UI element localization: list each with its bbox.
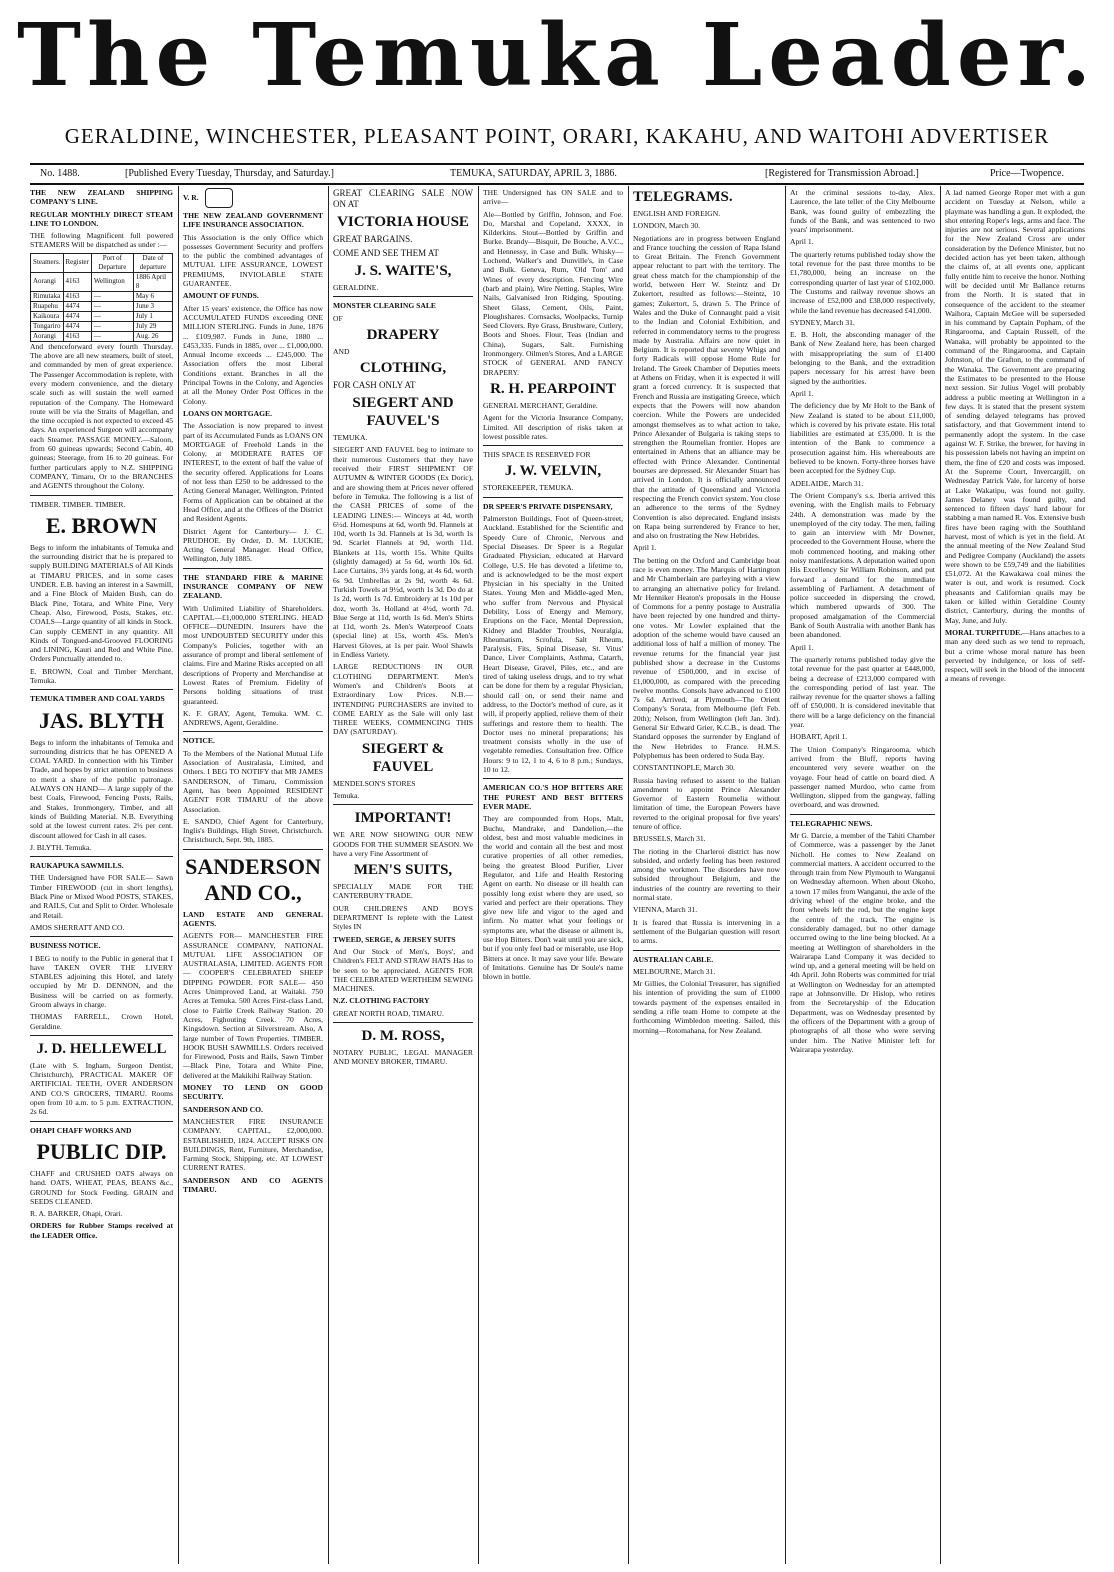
divider	[333, 1022, 473, 1023]
funds-body: After 15 years' existence, the Office has now ACCUMULATED FUNDS exceeding ONE MILLION STERLING. Funds in June, 1876 ... £109,987. Funds in June, 1880 ... £453,335. Funds in 1885, over ... £1,000,000. Annual Income exceeds ... £245,000. The Association offers the most Liberal Conditions extant. Branches in all the Principal Towns in the Colony, and Agencies at all the Money Order Post Offices in the Colony.	[183, 303, 323, 406]
divider	[30, 856, 173, 857]
brown-body: Begs to inform the inhabitants of Temuka and the surrounding district that he is prepared to supply BUILDING MATERIALS of All Kinds at TIMARU PRICES, and in some cases UNDER. E.B. having an interest in a Sawmill, and a Fine Block of Maiden Bush, can do Black Pine, Totara, and White Pine, Very Cheap. Also, Firewood, Posts, Stakes, etc. COALS—Large quantity of all kinds in Stock. Can supply CEMENT in any quantity. All Kinds of Tongued-and-Grooved FLOORING and LINING, Kauri and Red and White Pine. Orders Punctually attended to.	[30, 542, 173, 664]
chaff-heading: OHAPI CHAFF WORKS AND	[30, 1125, 132, 1135]
shipping-intro: THE following Magnificent full powered STEAMERS Will be dispatched as under :—	[30, 231, 173, 250]
standard-fire-signature: K. F. GRAY, Agent, Temuka. WM. C. ANDREWS, Agent, Geraldine.	[183, 708, 323, 728]
column-2	[183, 188, 323, 1562]
dateline-april: April 1.	[790, 388, 814, 398]
pearpoint-heading: R. H. PEARPOINT	[490, 380, 616, 397]
column-1	[30, 188, 173, 1562]
pearpoint-body: Agent for the Victoria Insurance Company, Limited. All description of risks taken at lowest possible rates.	[483, 413, 623, 441]
sawmills-signature: AMOS SHERRATT AND CO.	[30, 922, 125, 932]
notice-heading: NOTICE.	[183, 736, 215, 746]
hellewell-name: J. D. HELLEWELL	[36, 1040, 167, 1057]
english-foreign: ENGLISH AND FOREIGN.	[633, 209, 721, 218]
divider	[333, 296, 473, 297]
table-cell: June 3	[133, 301, 172, 311]
sanderson-agents: SANDERSON AND CO AGENTS TIMARU.	[183, 1175, 323, 1195]
telegrams-heading: TELEGRAMS.	[633, 189, 733, 205]
table-cell: —	[91, 331, 133, 341]
siegert-fauvel-footer: SIEGERT & FAUVEL	[361, 740, 445, 775]
mens-suits-heading: MEN'S SUITS,	[353, 862, 453, 879]
table-cell: Rimutaka	[31, 291, 64, 301]
clothing-heading: CLOTHING,	[359, 360, 447, 377]
table-cell: Tongariro	[31, 321, 64, 331]
news-body: The quarterly returns published today give the total revenue for the past quarter at £448,000, being a decrease of £213,000 compared with the corresponding period of last year. The railway revenue for the quarter shows a falling off of £50,000. It is considered inevitable that there will be a large deficiency on the financial year.	[790, 654, 935, 730]
table-row	[31, 331, 173, 341]
stamps-notice: ORDERS for Rubber Stamps received at the LEADER Office.	[30, 1221, 173, 1240]
column-5	[633, 188, 780, 1562]
table-cell: —	[91, 291, 133, 301]
dateline-april: April 1.	[790, 642, 814, 652]
mendelson-stores: MENDELSON'S STORES	[333, 778, 416, 788]
divider	[30, 689, 173, 690]
dateline-april: April 1.	[633, 543, 657, 553]
divider	[483, 445, 623, 446]
space-reserved: THIS SPACE IS RESERVED FOR	[483, 450, 591, 460]
table-cell: 4474	[63, 301, 91, 311]
speer-heading: DR SPEER'S PRIVATE DISPENSARY,	[483, 501, 613, 511]
news-body: Mr G. Darcie, a member of the Tahiti Chamber of Commerce, was a passenger by the Janet Nicholl. He comes to New Zealand on commercial matters. A accident occurred to the through train from New Plymouth to Wanganui on Wednesday afternoon. When about Okoho, a town 17 miles from Wanganui, the axle of the driving wheel of the engine broke, and the front wheels left the rod, but the engine kept the centre of the track. The engine is considerably damaged, but no other damage occurred owing to the line being blocked. At a meeting at Wellington of shareholders in the Wairarapa Land Company it was decided to wind up, and a general meeting will be held on 4th April. John Roberts was committed for trial at Wellington on Wednesday for an attempted rape at Johnsonville. Dr Hislop, who retires from the Secretaryship of the Education Department, was on Wednesday presented by the officers of the Department with a group of photographs of all those who were serving under him. The Native Minister left for Wairarapa yesterday.	[790, 831, 935, 1054]
dateline-melbourne: MELBOURNE, March 31.	[633, 966, 716, 976]
dateline	[30, 168, 1084, 182]
table-row	[31, 321, 173, 331]
sanderson-subheading: LAND ESTATE AND GENERAL AGENTS.	[183, 909, 323, 928]
divider	[30, 495, 173, 496]
standard-fire-heading: THE STANDARD FIRE & MARINE INSURANCE COMPANY OF NEW ZEALAND.	[183, 572, 323, 601]
table-cell: —	[91, 321, 133, 331]
business-heading: BUSINESS NOTICE.	[30, 941, 101, 951]
column-6	[790, 188, 935, 1562]
column-rule	[178, 186, 179, 1564]
divider	[790, 814, 935, 815]
hellewell-body: (Late with S. Ingham, Surgeon Dentist, Christchurch), PRACTICAL MAKER OF ARTIFICIAL TEETH, OVER ANDERSON AND CO.'S GROCERS, TIMARU. Rooms open from 10 a.m. to 5 p.m. EXTRACTION, 2s 6d.	[30, 1060, 173, 1117]
table-cell: Aug. 26	[133, 331, 172, 341]
dm-ross-sub: NOTARY PUBLIC, LEGAL MANAGER AND MONEY BROKER, TIMARU.	[333, 1048, 473, 1067]
divider	[483, 497, 623, 498]
dateline-vienna: VIENNA, March 31.	[633, 905, 698, 915]
table-row	[31, 311, 173, 321]
table-cell: 4474	[63, 321, 91, 331]
table-cell	[133, 272, 172, 291]
column-rule	[478, 186, 479, 1564]
dm-ross-heading: D. M. ROSS,	[361, 1028, 445, 1045]
price: Price—Twopence.	[990, 168, 1064, 179]
govt-insurance-body: This Association is the only Office which possesses Government Security and proffers to the public the combined advantages of MUTUAL LIFE ASSURANCE, LOWEST PREMIUMS, INVIOLABLE STATE GUARANTEE.	[183, 232, 323, 289]
table-row	[31, 291, 173, 301]
tweed-suits: TWEED, SERGE, & JERSEY SUITS	[333, 934, 456, 944]
victoria-house: VICTORIA HOUSE	[337, 214, 469, 230]
geraldine-label: GERALDINE.	[333, 283, 379, 292]
table-cell: Kaikoura	[31, 311, 64, 321]
divider	[633, 950, 780, 951]
important-heading: IMPORTANT!	[354, 810, 452, 827]
table-cell: May 6	[133, 291, 172, 301]
sanderson-heading: SANDERSON AND CO.,	[185, 853, 321, 905]
hop-bitters-body: They are compounded from Hops, Malt, Buchu, Mandrake, and Dandelion,—the oldest, best and most valuable medicines in the world and contain all the best and most curative properties of all other remedies, being the greatest Blood Purifier, Liver Regulator, and Life and Health Restoring Agent on earth. No disease or ill health can possibly long exist where they are used, so varied and perfect are their operations. They give new life and vigor to the aged and infirm. No matter what your feelings or symptoms are, what the disease or ailment is, use Hop Bitters. Don't wait until you are sick, but if you only feel bad or miserable, use Hop Bitters at once. It may save your life. Beware of Imitations. Genuine has Dr Soule's name blown in bottle.	[483, 814, 623, 982]
goods-list: Ale—Bottled by Griffin, Johnson, and Foe. Do, Marshal and Copeland, XXXX, in Kilderkins. Stout—Bottled by Griffin and Burke. Brandy—Bisquit, De Bouche, A.V.C., and Hennessy, in Case and Bulk. Whisky—Lochend, Walker's and Dunville's, in Case and Bulk. Geneva, Rum, 'Old Tom' and Wines of every description. Fencing Wire (barb and plain), Wire Netting. Staples, Wire Nails, Galvanised Iron Ridging, Spouting. Sheet Glass, Cement, Oils, Paint, Ploughshares. Cornsacks, Woolpacks, Turnip Seed Clovers. Rye Grass, Brushware, Cutlery, Boots and Shoes. Flour, Teas (Indian and China), Sugars, Salt. Furnishing Ironmongery. Oilmen's Stores, And a LARGE STOCK of GENERAL AND FANCY DRAPERY.	[483, 209, 623, 377]
siegert-body: SIEGERT AND FAUVEL beg to intimate to their numerous Customers that they have received their FIRST SHIPMENT OF AUTUMN & WINTER GOODS (Ex Doric), and are showing them at Prices never offered before in Temuka. The following is a list of the CASH PRICES of some of the LEADING LINES:— Winceys at 4d, worth 6½d. Homespuns at 6d, worth 9d. Flannels at 10d, worth 1s 3d. Flannels at 1s 3d, worth 1s 9d. Scarlet Flannels at 9d, worth 11d. Blankets at 11s, worth 15s. White Quilts (slightly damaged) at 5s 6d, worth 10s 6d. Lace Curtains, 3½ yards long, at 4s 6d, worth 6s 9d. Umbrellas at 2s 9d, worth 4s 6d. Turkish Towels at 9½d, worth 1s 3d. Do do at 1s 2d, worth 1s 7d. Embroidery at 1s 10d per doz, worth 3s. Holland at 4½d, worth 7d. Blue Serge at 11d, worth 1s 6d. Men's Shirts at 11d, worth 2s. Men's Waterproof Coats (special line) at 15s, worth 45s. Men's Harvest Gloves, at 1s per pair. Wool Shawls in Endless Variety.	[333, 445, 473, 660]
temuka-label: TEMUKA.	[333, 433, 368, 443]
shipping-heading: THE NEW ZEALAND SHIPPING COMPANY'S LINE.	[30, 188, 173, 207]
column-rule	[785, 186, 786, 1564]
table-cell: 4163	[63, 331, 91, 341]
news-body: The quarterly returns published today show the total revenue for the past three months to be £1,780,000, being an increase on the corresponding quarter of last year of £102,000. The Customs and railway revenue shows an increase of £52,000 and £38,000 respectively, while the land revenue has decreased £41,000.	[790, 249, 935, 315]
cash-only: FOR CASH ONLY AT	[333, 380, 416, 391]
blyth-name: JAS. BLYTH	[38, 707, 165, 733]
dateline-london: LONDON, March 30.	[633, 221, 701, 231]
loans-body: The Association is now prepared to invest part of its Accumulated Funds as LOANS ON MORTGAGE of Freehold Lands in the Colony, at MODERATE RATES OF INTEREST, to the extent of half the value of the security offered. Applications for Loans of not less than £250 to be addressed to the Acting General Manager, Wellington. Printed Forms of Application can be obtained at the Head Office, and at the Offices of the District and Resident Agents.	[183, 421, 323, 524]
table-header: Steamers.	[31, 253, 64, 272]
column-rule	[940, 186, 941, 1564]
divider	[483, 778, 623, 779]
column-4	[483, 188, 623, 1562]
table-cell: Wellington	[91, 272, 133, 291]
news-body: The deficiency due by Mr Holt to the Bank of New Zealand is stated to be about £11,000, which is covered by his private estate. His total liabilities are estimated at £35,000. It is the intention of the Bank to commence a prosecution against him. His whereabouts are believed to be known. Forty-three horses have been accepted for the Sydney Cup.	[790, 401, 935, 476]
chaff-body: CHAFF and CRUSHED OATS always on hand. OATS, WHEAT, PEAS, BEANS &c., GROUND for Stock Feeding. GRAIN and SEEDS CLEANED.	[30, 1168, 173, 1206]
waite-name: J. S. WAITE'S,	[354, 263, 452, 279]
moral-turpitude-heading: MORAL TURPITUDE.	[945, 627, 1023, 637]
table-date: April 8	[135, 272, 167, 290]
sanderson-body: AGENTS FOR— MANCHESTER FIRE ASSURANCE COMPANY, NATIONAL MUTUAL LIFE ASSOCIATION OF AUSTRALASIA, LIMITED. AGENTS FOR— COOPER'S CELEBRATED SHEEP DIPPING POWDER. FOR SALE— 450 Acres Unimproved Land, at Waitaki. 750 Acres at Temuka. 500 Acres First-class Land, close to Fairlie Creek Railway Station. 20 Acres, Fighouting Creek. 70 Acres, Kingsdown. Section at Silverstream. Also, A large number of Town Properties. TIMBER. HOOK BUSH SAWMILLS. Orders received for Firewood, Posts and Rails, Sawn Timber—Black Pine, Totara and White Pine, delivered at the Makikihi Railway Station.	[183, 931, 323, 1080]
divider	[183, 849, 323, 850]
table-cell: 4163	[63, 272, 91, 291]
great-bargains: GREAT BARGAINS.	[333, 234, 413, 244]
column-3	[333, 188, 473, 1562]
telegraphic-news-heading: TELEGRAPHIC NEWS.	[790, 818, 873, 828]
australian-cable-heading: AUSTRALIAN CABLE.	[633, 954, 714, 964]
clothing-factory-address: GREAT NORTH ROAD, TIMARU.	[333, 1008, 444, 1018]
shipping-body: And thenceforward every fourth Thursday. The above are all new steamers, built of steel, and commanded by men of great experience. The Passenger Accommodation is replete, with every modern convenience, and the dietary scale such as will sustain the well earned reputation of the Company. The Homeward route will be via the Straits of Magellan, and the time occupied is not expected to exceed 45 days. An experienced Surgeon will accompany each Steamer. PASSAGE MONEY.—Saloon, from 60 guineas upwards; Second Cabin, 40 guineas; Steerage, from 16 to 20 guineas. For further particulars apply to N.Z. SHIPPING COMPANY, Timaru, Or to the BRANCHES and AGENTS throughout the Colony.	[30, 341, 173, 491]
table-row	[31, 301, 173, 311]
dateline-adelaide: ADELAIDE, March 31.	[790, 478, 864, 488]
tweed-body: And Our Stock of Men's, Boys', and Children's FELT AND STRAW HATS Has to be seen to be appreciated. AGENTS FOR THE CELEBRATED WERTHEIM SEWING MACHINES.	[333, 946, 473, 994]
table-header: Register	[63, 253, 91, 272]
masthead-rule-top	[30, 163, 1084, 165]
news-body: The betting on the Oxford and Cambridge boat race is even money. The Marquis of Hartington and Mr Chamberlain are parleying with a view to arranging an alternative policy for Ireland. Mr Henniker Heaton's proposals in the House of Commons for a penny postage to Australia have been rejected by one hundred and thirty-one votes. Mr Lowler explained that the adoption of the scheme would have caused an additional loss of half a million of money. The revenue returns for the financial year just published show a decrease in the Customs revenue of £500,000, and in excise of £1,000,000, as compared with the preceding twelve months. Consols have advanced to £100 7s 6d. Arrived, at Plymouth—The Orient Company's Sorata, from Melbourne (left Feb. 20th); Nelson, from Wellington (left Jan. 3rd). General Sir Edward Grier, K.C.B., is dead. The Standard opposes the surrender by England of the New Hebrides to France. H.M.S. Polyphemus has been ordered to Suda Bay.	[633, 555, 780, 760]
brown-signature: E. BROWN, Coal and Timber Merchant, Temuka.	[30, 666, 173, 685]
blyth-body: Begs to inform the inhabitants of Temuka and surrounding districts that he has OPENED A COAL YARD. In connection with his Timber Trade, and hopes by strict attention to business to merit a share of the public patronage. ALWAYS ON HAND— A large supply of the best Coals, Firewood, Fencing Posts, Rails, and Stakes, Ironmongery, Timber, and all kinds of Building Material. N.B. Everything sold at the lowest current rates. 2½ per cent. discount allowed for Cash in all cases.	[30, 737, 173, 840]
table-cell: Aorangi	[31, 331, 64, 341]
speer-body: Palmerston Buildings, Foot of Queen-street, Auckland. Established for the Scientific and Speedy Cure of Chronic, Nervous and Special Diseases. Dr Speer is a Regular Graduated Physician, educated at Harvard College, U.S. He has devoted a lifetime to, and is acknowledged to be the most expert Physician in his specialty in the United States. Young Men and Middle-aged Men, who suffer from Nervous and Physical Debility, Loss of Energy and Memory, Eruptions on the Face, Mental Depression, Kidney and Bladder Troubles, Neuralgia, Rheumatism, Scrofula, Salt Rheum, Paralysis, Fits, Spinal Disease, St. Vitus' Dance, Liver Complaints, Asthma, Catarrh, Heart Disease, Gravel, Piles, etc., and are tired of taking useless drugs, and to try what can be done for them by a regular Physician, should call on, or send their name and address, to the Doctor's method of cure, as it will, if properly applied, relieve them of their sufferings and restore them to health. The Doctor uses no mineral preparations; his treatment consists wholly in the use of vegetable remedies. Consultation free. Office Hours: 9 to 12, 1 to 4, 6 to 8 p.m.; Sundays, 10 to 12.	[483, 514, 623, 775]
table-header: Date of departure	[133, 253, 172, 272]
masthead-rule-bottom	[30, 183, 1084, 185]
issue-number: No. 1488.	[40, 168, 80, 179]
divider	[30, 1121, 173, 1122]
news-body: The Orient Company's s.s. Iberia arrived this evening, with the English mails to February 24th. A demonstration was made by the unemployed of the city today. The men, failing to gain an interview with Mr Downer, proceeded to the Government House, where the mob commenced hooting, and making other noisy manifestations. A deputation waited upon His Excellency Sir William Robinson, and put forward a demand for the immediate assembling of Parliament. A detachment of police succeeded in dispersing the crowd, which numbered upwards of 300. The proposed amalgamation of the Commercial Bank of South Australia with another Bank has been abandoned.	[790, 490, 935, 640]
loans-signature: District Agent for Canterbury— J. C. PRUDHOE. By Order, D. M. LUCKIE, Acting General Manager. Head Office, Wellington, July 1885.	[183, 526, 323, 564]
issue-date: TEMUKA, SATURDAY, APRIL 3, 1886.	[450, 168, 617, 179]
dateline-hobart: HOBART, April 1.	[790, 732, 848, 742]
news-body: The rioting in the Charleroi district has now subsided, and orderly feeling has been restored among the workmen. The disorders have now subsided throughout Belgium, and the industries of the country are reverting to their normal state.	[633, 846, 780, 903]
table-cell: 4474	[63, 311, 91, 321]
royal-crest-icon	[205, 188, 233, 208]
childrens-department: OUR CHILDREN'S AND BOYS DEPARTMENT Is replete with the Latest Styles IN	[333, 903, 473, 932]
newspaper-title: The Temuka Leader.	[17, 5, 1097, 106]
reductions-body: LARGE REDUCTIONS IN OUR CLOTHING DEPARTMENT. Men's Women's and Children's Boots at Extraordinary Low Prices. N.B.—INTENDING PURCHASERS are invited to COME EARLY as the Sale will only last THREE WEEKS, COMMENCING THIS DAY (SATURDAY).	[333, 662, 473, 737]
table-cell: —	[91, 301, 133, 311]
business-body: I BEG to notify to the Public in general that I have TAKEN OVER THE LIVERY STABLES adjoining this Hotel, and lately occupied by Mr D. DENNON, and the Business will be carried on as formerly. Groom always in charge.	[30, 953, 173, 1009]
news-body: E. B. Holt, the absconding manager of the Bank of New Zealand here, has been charged with misappropriating the sum of £1400 belonging to the Bank, and the extradition papers necessary for his arrest have been signed by the authorities.	[790, 330, 935, 386]
vr-text: V. R.	[183, 192, 199, 202]
chaff-signature: R. A. BARKER, Ohapi, Orari.	[30, 1209, 123, 1219]
pearpoint-sub: GENERAL MERCHANT, Geraldine.	[483, 400, 598, 410]
money-to-lend: MONEY TO LEND ON GOOD SECURITY.	[183, 1083, 323, 1102]
steamer-schedule-table	[30, 253, 173, 342]
undersigned-intro: THE Undersigned has ON SALE and to arrive—	[483, 188, 623, 207]
table-cell: Aorangi	[31, 272, 64, 291]
news-body: A lad named George Roper met with a gun accident on Tuesday at Nelson, while a playmate was handling a gun. It exploded, the shot entering Roper's legs, arms and face. The injuries are not serious. Several applications for the New Zealand Cross are under consideration by the Defence Minister, but no decided action has yet been taken, although the claims of, at all events one, applicant fully entitle him to receive the honor. Nothing will be decided until Mr Ballance returns from the North. It is stated that in consequence of the accident to the steamer Waihora, Captain McGee will be superseded in his command by Captain Popham, of the Ringarooma, and Captain Russell, of the Wanaka, will probably be appointed to the command of the Ringarooma, and Captain Johnston, of the Grafton, to the command of the Wanaka. The Government are preparing the Estimates to be presented to the House next session. Sir Julius Vogel will probably address a public meeting at Wellington in a few days. It is stated that the present system of sending delayed telegrams has proved satisfactory, and that Government intend to permanently adopt the system. In the case against W. F. Strike, the brewer, for having in his possession labels not having an imprint on them, the fine of £20 and costs was imposed. At the Supreme Court, Invercargill, on Wednesday Patrick Vale, for larceny of horse at Lake Wakatipu, was found not guilty. James Delaney was found guilty, and sentenced to fifteen days' hard labour for stabbing a man named R. Vos. Extensive bush fires have been raging with the Southland harvest, most of which is yet in the field. At the annual meeting of the New Zealand Stud and Pedigree Company (Auckland) the assets were shown to be £59,749 and the liabilities £51,072. At the Kawakawa coal mines the water is out, and work is resumed. Cock pheasants and Californian quails may be taken or killed within Geraldine County district, Canterbury, during the months of May, June, and July.	[945, 188, 1085, 625]
mens-suits-sub: SPECIALLY MADE FOR THE CANTERBURY TRADE.	[333, 882, 473, 901]
hop-bitters-heading: AMERICAN CO.'S HOP BITTERS ARE THE PUREST AND BEST BITTERS EVER MADE.	[483, 783, 623, 811]
table-header: Port of Departure	[91, 253, 133, 272]
sanderson-name: SANDERSON AND CO.	[183, 1104, 263, 1114]
table-cell: July 1	[133, 311, 172, 321]
column-rule	[628, 186, 629, 1564]
moral-turpitude	[945, 628, 1085, 684]
velvin-heading: J. W. VELVIN,	[504, 463, 602, 480]
temuka-label-2: Temuka.	[333, 790, 360, 800]
business-signature: THOMAS FARRELL, Crown Hotel, Geraldine.	[30, 1012, 173, 1031]
publication-days: [Published Every Tuesday, Thursday, and Saturday.]	[125, 168, 334, 179]
sawmills-body: THE Undersigned have FOR SALE— Sawn Timber FIREWOOD (cut in short lengths), Black Pine or Mixed Wood POSTS, STAKES, and RAILS, Cut and Split to Order. Wholesale and Retail.	[30, 873, 173, 920]
news-body: It is feared that Russia is intervening in a settlement of the Bulgarian question will resort to arms.	[633, 917, 780, 946]
news-body: Mr Gillies, the Colonial Treasurer, has signified his intention of providing the sum of £1000 towards payment of the expenses entailed in sending a rifle team Home to compete at the forthcoming Wimbledon meeting. Sailed, this morning—Rotomahana, for New Zealand.	[633, 979, 780, 1035]
moral-turpitude-body: —Hans attaches to a man any deed such as we tend to reproach, but a crime whose moral nature has been perverted by indulgence, or loss of self-respect, will seek in the blood of the innocent a means of revenge.	[945, 627, 1085, 684]
divider	[183, 731, 323, 732]
table-year: 1886	[135, 272, 150, 281]
blyth-heading: TEMUKA TIMBER AND COAL YARDS	[30, 694, 165, 704]
dateline-april: April 1.	[790, 237, 814, 247]
sawmills-heading: RAUKAPUKA SAWMILLS.	[30, 861, 124, 871]
clothing-factory: N.Z. CLOTHING FACTORY	[333, 996, 430, 1006]
table-cell: July 29	[133, 321, 172, 331]
table-cell: —	[91, 311, 133, 321]
newspaper-subtitle: GERALDINE, WINCHESTER, PLEASANT POINT, ORARI, KAKAHU, AND WAITOHI ADVERTISER	[64, 124, 1050, 148]
and-label: AND	[333, 346, 350, 356]
drapery-heading: DRAPERY	[366, 326, 440, 343]
table-cell: 4163	[63, 291, 91, 301]
divider	[183, 568, 323, 569]
govt-insurance-heading: THE NEW ZEALAND GOVERNMENT LIFE INSURANCE ASSOCIATION.	[183, 211, 323, 230]
shipping-subheading: REGULAR MONTHLY DIRECT STEAM LINE TO LONDON.	[30, 209, 173, 228]
column-7	[945, 188, 1085, 1562]
timber-heading: TIMBER. TIMBER. TIMBER.	[30, 499, 126, 509]
brown-name: E. BROWN	[45, 512, 158, 538]
monster-sale-heading: MONSTER CLEARING SALE	[333, 301, 436, 311]
table-row	[31, 272, 173, 291]
dateline-brussels: BRUSSELS, March 31.	[633, 834, 706, 844]
table-header-row	[31, 253, 173, 272]
notice-body: To the Members of the National Mutual Life Association of Australasia, Limited, and Others. I BEG TO NOTIFY that MR JAMES SANDERSON, of Timaru, Commission Agent, has been Appointed RESIDENT AGENT FOR TIMARU of the above Association.	[183, 748, 323, 814]
clearing-sale-heading: GREAT CLEARING SALE NOW ON AT	[333, 188, 473, 209]
dateline-sydney: SYDNEY, March 31.	[790, 317, 855, 327]
important-body: WE ARE NOW SHOWING OUR NEW GOODS FOR THE SUMMER SEASON. We have a very Fine Assortment of	[333, 830, 473, 858]
come-and-see: COME AND SEE THEM AT	[333, 248, 439, 258]
velvin-sub: STOREKEEPER, TEMUKA.	[483, 483, 574, 493]
public-dip-heading: PUBLIC DIP.	[36, 1138, 167, 1164]
masthead	[0, 0, 1114, 170]
divider	[333, 804, 473, 805]
vr-crest	[183, 188, 323, 208]
notice-signature: E. SANDO, Chief Agent for Canterbury, Inglis's Buildings, High Street, Christchurch. Christchurch, Sept. 9th, 1885.	[183, 816, 323, 845]
news-body: Negotiations are in progress between England and France touching the cession of Rapa Island to Great Britain. The French Government appear reluctant to part with the territory. The great chess match for the championship of the world, between Herr W. Steintz and Dr Zukertort, resulted as follows:—Steintz, 10 games; Zukertort, 5, drawn 5. The Prince of Wales and the Duke of Connaught paid a visit to the Indian and Colonial Exhibition, and referred in commendatory terms to the progress made by Australia. Affairs are now quiet in Belgium. It is reported that seventy Whigs and forty Radicals will oppose Home Rule for Ireland. The Greek Chamber of Deputies meets at Athens on Friday, when it is expected it will grant a forced currency. It is suspected that French and Russia are instigating Greece, which expects that the Powers will now abandon coercion. While the Powers are undecided amongst themselves as to what action to take, Prince Alexander of Bulgaria is taking steps to strengthen the Roumelian frontier. Hopes are entertained in Athens that an alliance may be effected with Prince Alexander. Continental bourses are depressed. Sir Alexander Stuart has arrived in London. It is officially announced that the attitude of Queensland and Victoria respecting the French convict system. You close an adherence to the terms of the Sydney Convention is also deprecated. England insists on Rapa being surrendered by France to her, and also on frustrating the New Hebrides.	[633, 233, 780, 541]
news-body: At the criminal sessions to-day, Alex. Laurence, the late teller of the City Melbourne Bank, was found guilty of embezzling the funds of the Bank, and was sentenced to two years' imprisonment.	[790, 188, 935, 235]
siegert-fauvel-heading: SIEGERT AND FAUVEL'S	[352, 395, 454, 430]
dateline-constantinople: CONSTANTINOPLE, March 30.	[633, 763, 735, 773]
news-body: The Union Company's Ringarooma, which arrived from the Bluff, reports having encountered very severe weather on the voyage. Four head of cattle on board died. A passenger named Murdoo, who came from Wellington, slipped from the gangway, falling overboard, and was drowned.	[790, 744, 935, 810]
manchester-body: MANCHESTER FIRE INSURANCE COMPANY. CAPITAL, £2,000,000. ESTABLISHED, 1824. ACCEPT RISKS ON BUILDINGS, Rent, Furniture, Merchandise, Farming Stock, Shipping, etc. AT LOWEST CURRENT RATES.	[183, 1116, 323, 1173]
standard-fire-body: With Unlimited Liability of Shareholders. CAPITAL—£1,000,000 STERLING. HEAD OFFICE—DUNEDIN. Insurers have the most UNDOUBTED SECURITY under this Company's Policies, together with an assurance of prompt and liberal settlement of claims. Fire and Marine Risks accepted on all descriptions of Property and Merchandise at Lowest Rates of Premium. Fidelity of Persons holding situations of trust guaranteed.	[183, 603, 323, 706]
of-label: OF	[333, 313, 343, 323]
divider	[30, 1035, 173, 1036]
registration-note: [Registered for Transmission Abroad.]	[765, 168, 919, 179]
loans-heading: LOANS ON MORTGAGE.	[183, 408, 272, 418]
blyth-signature: J. BLYTH. Temuka.	[30, 842, 92, 852]
table-cell: Ruapehu	[31, 301, 64, 311]
funds-heading: AMOUNT OF FUNDS.	[183, 291, 259, 301]
column-rule	[328, 186, 329, 1564]
divider	[30, 936, 173, 937]
news-body: Russia having refused to assent to the Italian amendment to appoint Prince Alexander Governor of Eastern Roumelia without limitation of time, the European Powers have reverted to the original proposal for five years' tenure of office.	[633, 775, 780, 831]
